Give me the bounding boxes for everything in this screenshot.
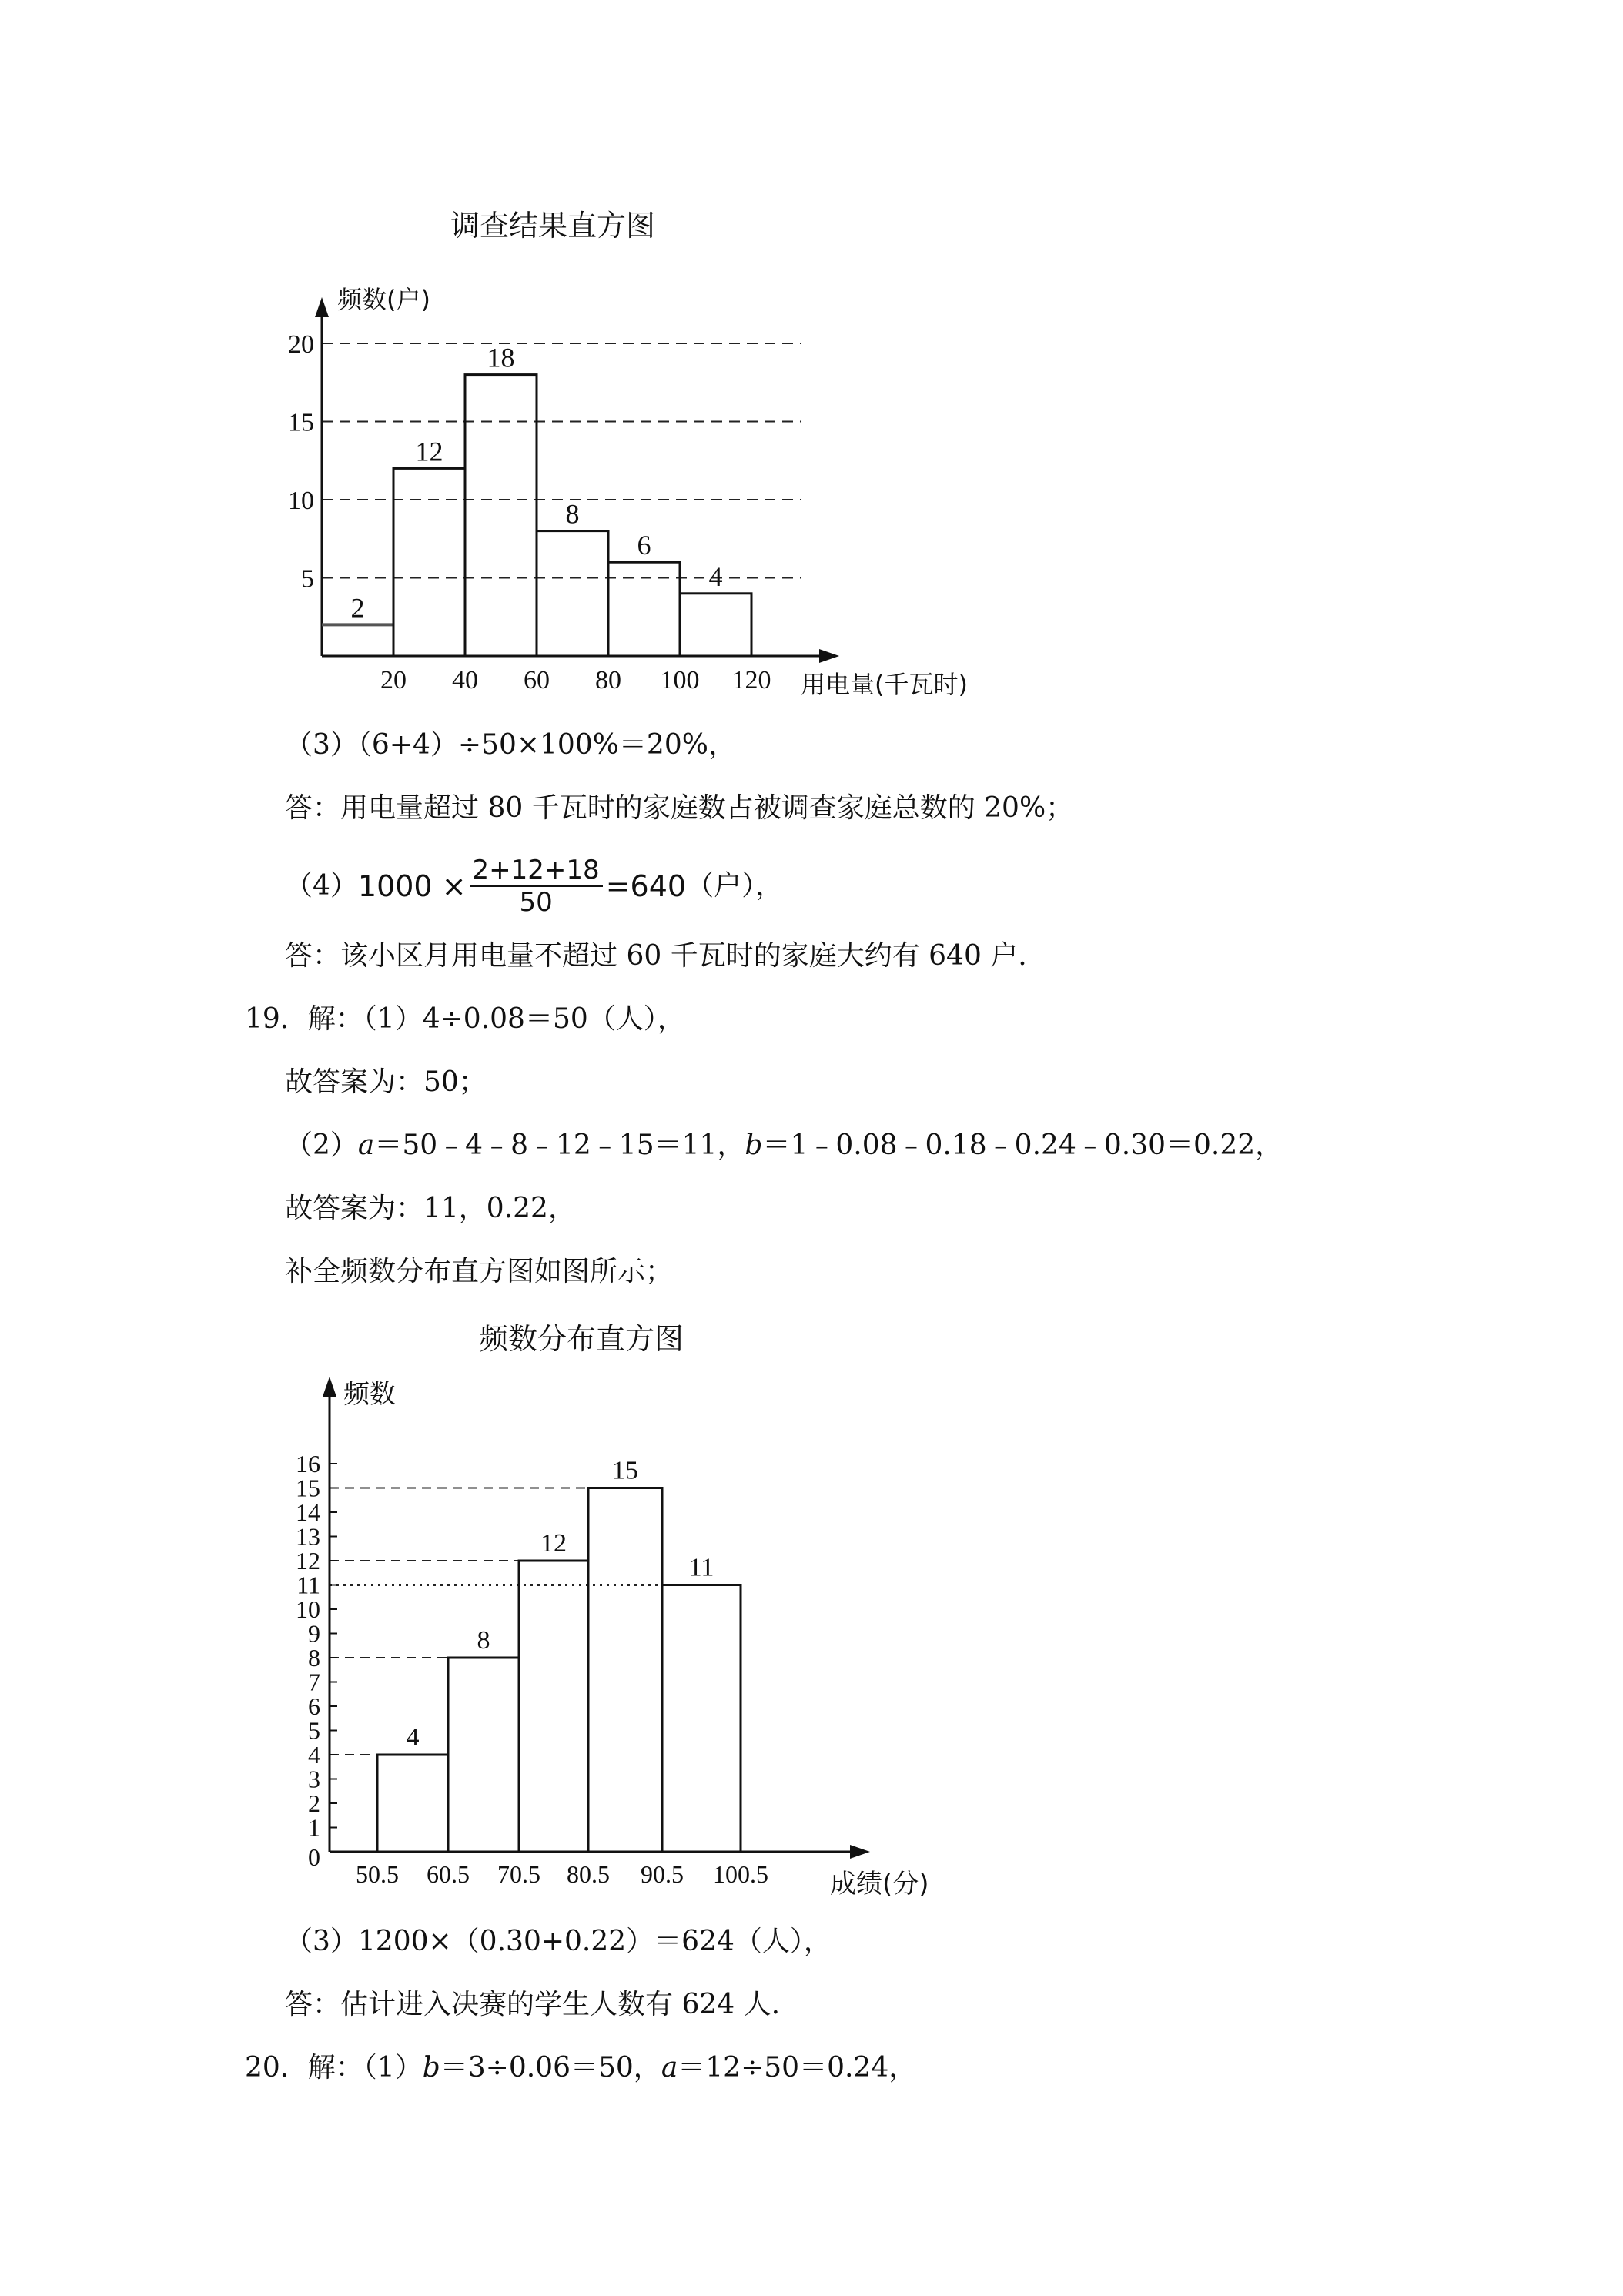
x-tick-label: 80 [595,666,621,694]
x-tick-label: 60.5 [427,1860,470,1888]
y-axis-label: 频数(户) [337,285,430,314]
x-axis-arrow [850,1845,870,1859]
bar [662,1585,741,1853]
x-tick-label: 100 [660,666,700,694]
q19-answer-2: 故答案为：11，0.22， [285,1193,576,1224]
fraction-numerator: 2+12+18 [470,855,603,887]
bar-value-label: 11 [688,1553,714,1582]
bar [377,1755,448,1852]
y-tick-label: 13 [296,1522,320,1551]
y-tick-label: 5 [301,564,314,594]
bar-value-label: 2 [350,592,365,624]
solution-4-lead: 1000 × [357,869,467,903]
q19-part-2-prefix: （2） [285,1130,358,1161]
y-tick-label: 9 [308,1619,320,1648]
answer-4-line: 答：该小区月用电量不超过 60 千瓦时的家庭大约有 640 户. [285,940,1027,972]
chart1-title: 调查结果直方图 [450,209,656,243]
var-b: b [422,2052,440,2083]
y-tick-label: 12 [296,1547,320,1575]
y-tick-label: 7 [308,1668,320,1696]
q19-answer-3: 答：估计进入决赛的学生人数有 624 人. [285,1989,781,2020]
q20-line [245,2051,916,2085]
y-tick-label: 6 [308,1692,320,1720]
y-tick-label: 2 [308,1789,320,1817]
x-tick-label: 120 [731,666,771,694]
bar-value-label: 18 [487,342,515,373]
bar-value-label: 12 [540,1529,567,1558]
q19-part-3: （3）1200×（0.30+0.22）＝624（人）， [285,1926,832,1957]
y-tick-label: 1 [308,1813,320,1842]
fraction-denominator: 50 [519,887,553,918]
q19-part-2-b-expr: ＝1﹣0.08﹣0.18﹣0.24﹣0.30＝0.22， [762,1130,1283,1161]
chart2-title: 频数分布直方图 [479,1322,684,1356]
var-a: a [661,2052,678,2083]
y-tick-label: 16 [296,1450,320,1478]
x-tick-label: 40 [452,666,478,694]
x-tick-label: 20 [380,666,407,694]
q20-a-expr: ＝12÷50＝0.24， [678,2052,917,2083]
q19-answer-1: 故答案为：50； [285,1066,487,1098]
x-tick-label: 60 [524,666,550,694]
bar-value-label: 15 [612,1456,638,1485]
y-tick-label: 14 [296,1498,320,1526]
var-a: a [357,1130,375,1161]
solution-4-suffix: （户）， [686,870,784,902]
y-tick-label: 0 [308,1843,320,1871]
var-b: b [745,1130,763,1161]
bar [448,1658,519,1852]
x-axis-label: 成绩(分) [830,1869,929,1899]
bar-value-label: 4 [406,1723,420,1752]
solution-4-prefix: （4） [285,870,358,902]
y-tick-label: 10 [288,487,314,515]
q20-prefix: 20．解：（1） [245,2052,423,2083]
y-axis-label: 频数 [343,1379,396,1410]
y-tick-label: 5 [308,1716,320,1745]
x-axis-label: 用电量(千瓦时) [801,670,968,699]
bar-value-label: 6 [637,530,651,561]
bar-value-label: 4 [708,561,723,592]
bar [588,1488,662,1853]
answer-3-line: 答：用电量超过 80 千瓦时的家庭数占被调查家庭总数的 20%； [285,792,1074,824]
x-tick-label: 50.5 [356,1860,399,1888]
solution-3-line: （3）（6+4）÷50×100%＝20%， [285,729,736,761]
q19-part-2-a-expr: ＝50﹣4﹣8﹣12﹣15＝11， [374,1130,745,1161]
q19-line: 19．解：（1）4÷0.08＝50（人）， [245,1003,685,1035]
y-tick-label: 20 [288,330,314,359]
y-tick-label: 10 [296,1595,320,1623]
q19-complete-line: 补全频数分布直方图如图所示； [285,1256,674,1287]
x-tick-label: 70.5 [497,1860,540,1888]
y-tick-label: 11 [296,1571,320,1599]
y-tick-label: 3 [308,1765,320,1793]
y-tick-label: 8 [308,1644,320,1672]
y-tick-label: 4 [308,1741,320,1769]
bar-value-label: 8 [565,498,580,530]
y-tick-label: 15 [296,1474,320,1502]
y-axis-arrow [323,1377,336,1397]
x-tick-label: 90.5 [641,1860,684,1888]
x-tick-label: 100.5 [713,1860,768,1888]
bar-value-label: 12 [415,436,443,467]
bar [519,1561,588,1852]
solution-4-result: =640 [605,869,687,903]
bar-value-label: 8 [477,1626,490,1655]
x-tick-label: 80.5 [567,1860,610,1888]
y-tick-label: 15 [288,408,314,437]
q20-b-expr: ＝3÷0.06＝50， [440,2052,661,2083]
